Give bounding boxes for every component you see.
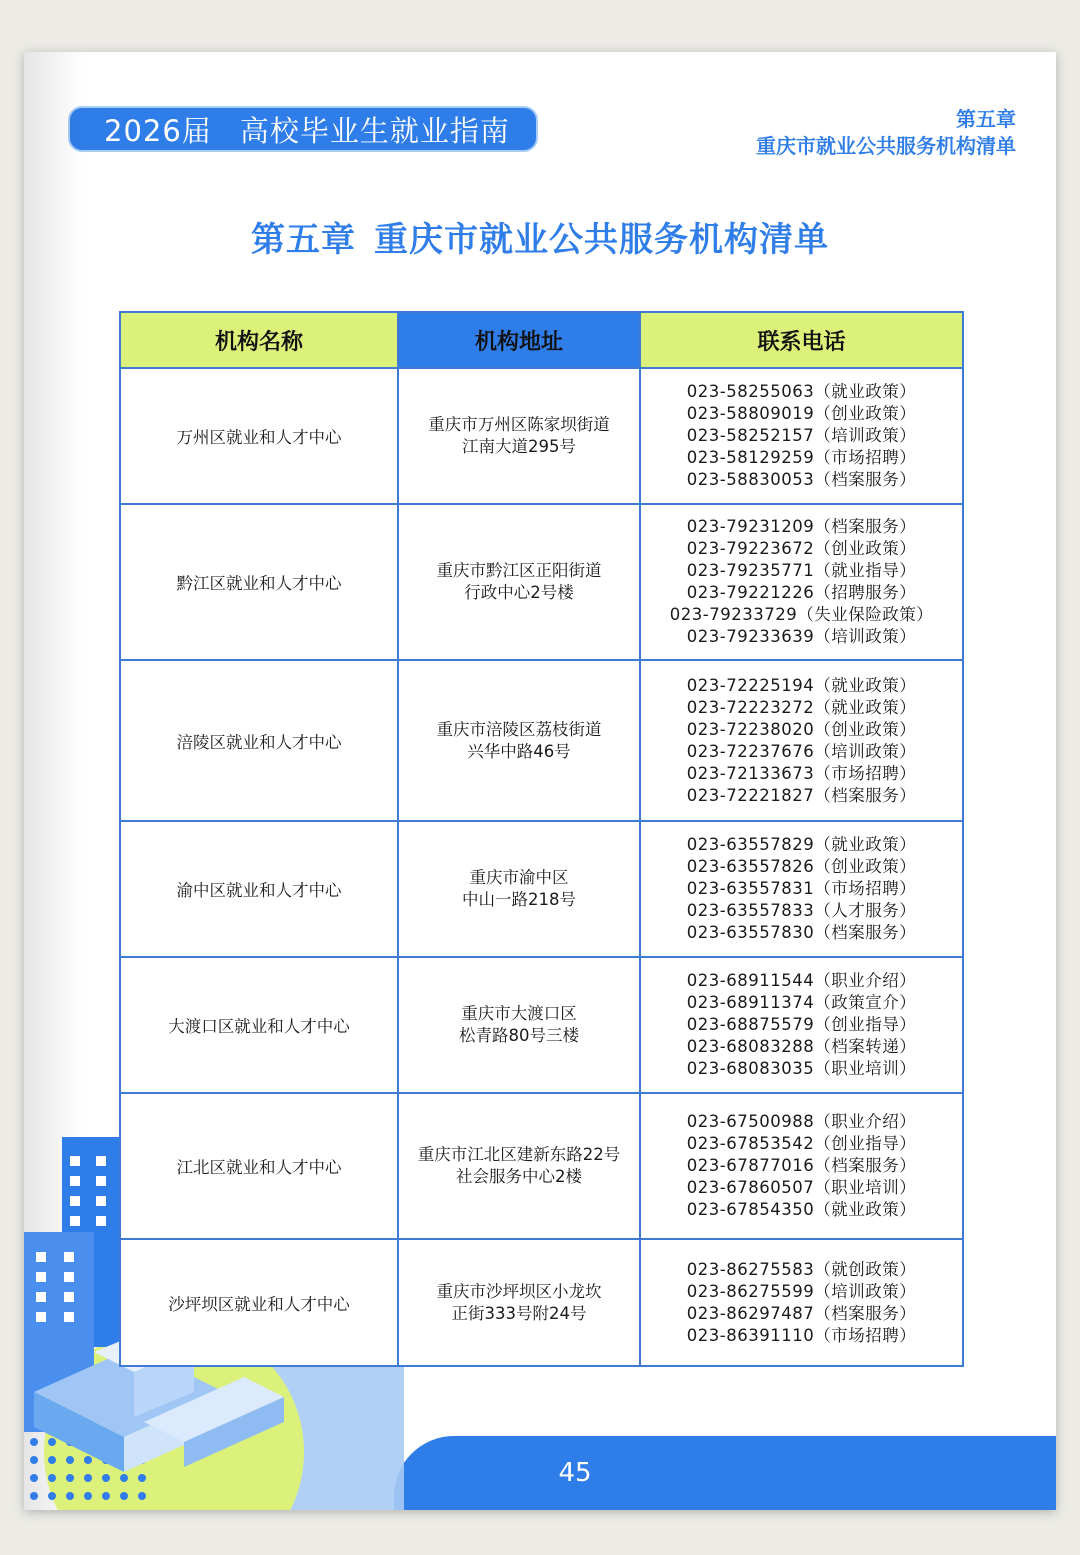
phone-entry: 023-58255063（就业政策） [686, 382, 917, 401]
phone-entry: 023-72238020（创业政策） [686, 719, 917, 739]
phone-entry: 023-86391110（市场招聘） [686, 1325, 917, 1345]
institution-address [398, 1239, 640, 1366]
phone-entry: 023-68083035（职业培训） [686, 1059, 917, 1078]
table-row [120, 660, 963, 821]
column-header-name: 机构名称 [120, 312, 398, 368]
phone-entry: 023-86275599（培训政策） [686, 1281, 917, 1301]
phone-entry: 023-79233639（培训政策） [686, 627, 917, 646]
phone-entry: 023-67860507（职业培训） [686, 1178, 917, 1197]
institution-name: 黔江区就业和人才中心 [120, 504, 398, 660]
institution-address [398, 1093, 640, 1239]
phone-entry: 023-63557829（就业政策） [686, 835, 917, 854]
phone-entry: 023-68911374（政策宣介） [686, 993, 917, 1012]
address-line: 中山一路218号 [462, 890, 576, 909]
address-line: 重庆市万州区陈家坝街道 [428, 415, 610, 434]
phone-entry: 023-58252157（培训政策） [686, 426, 917, 445]
institution-name: 万州区就业和人才中心 [120, 368, 398, 504]
phone-entry: 023-68875579（创业指导） [686, 1015, 917, 1034]
address-line: 松青路80号三楼 [459, 1026, 579, 1045]
phone-entry: 023-58129259（市场招聘） [686, 448, 917, 467]
table-row [120, 1239, 963, 1366]
page-title-chapter: 第五章 [251, 220, 356, 260]
phone-list [640, 821, 963, 957]
institution-name: 大渡口区就业和人才中心 [120, 957, 398, 1093]
table-row [120, 368, 963, 504]
table-row [120, 957, 963, 1093]
phone-entry: 023-68911544（职业介绍） [686, 971, 917, 990]
guide-header-pill [68, 106, 538, 152]
table-row [120, 821, 963, 957]
institution-name: 渝中区就业和人才中心 [120, 821, 398, 957]
table-row [120, 504, 963, 660]
phone-entry: 023-79231209（档案服务） [686, 517, 917, 536]
institution-address [398, 821, 640, 957]
institution-address [398, 660, 640, 821]
phone-entry: 023-79233729（失业保险政策） [669, 605, 934, 624]
phone-entry: 023-86297487（档案服务） [686, 1303, 917, 1323]
address-line: 重庆市涪陵区荔枝街道 [436, 719, 602, 739]
institution-name: 沙坪坝区就业和人才中心 [120, 1239, 398, 1366]
address-line: 重庆市沙坪坝区小龙坎 [436, 1281, 602, 1301]
phone-entry: 023-86275583（就创政策） [686, 1259, 917, 1279]
phone-entry: 023-63557826（创业政策） [686, 857, 917, 876]
phone-list [640, 1239, 963, 1366]
phone-entry: 023-67500988（职业介绍） [686, 1112, 917, 1131]
page-number: 45 [558, 1458, 592, 1488]
phone-entry: 023-68083288（档案转递） [686, 1037, 917, 1056]
phone-entry: 023-67854350（就业政策） [686, 1200, 917, 1219]
running-header-chapter: 第五章 [956, 107, 1016, 131]
running-header-subtitle: 重庆市就业公共服务机构清单 [756, 134, 1016, 158]
institution-address [398, 368, 640, 504]
phone-entry: 023-72133673（市场招聘） [686, 763, 917, 783]
column-header-phone: 联系电话 [640, 312, 963, 368]
phone-entry: 023-67853542（创业指导） [686, 1134, 917, 1153]
institution-address [398, 504, 640, 660]
address-line: 重庆市大渡口区 [461, 1004, 577, 1023]
address-line: 重庆市江北区建新东路22号 [417, 1145, 621, 1164]
address-line: 社会服务中心2楼 [456, 1167, 582, 1186]
phone-entry: 023-63557831（市场招聘） [686, 879, 917, 898]
phone-list [640, 1093, 963, 1239]
phone-entry: 023-58830053（档案服务） [686, 470, 917, 489]
phone-list [640, 504, 963, 660]
service-institution-table [119, 311, 964, 1367]
phone-entry: 023-58809019（创业政策） [686, 404, 917, 423]
phone-entry: 023-67877016（档案服务） [686, 1156, 917, 1175]
guide-title: 高校毕业生就业指南 [239, 113, 510, 148]
page-title-text: 重庆市就业公共服务机构清单 [374, 220, 829, 260]
address-line: 江南大道295号 [462, 437, 576, 456]
phone-list [640, 957, 963, 1093]
phone-entry: 023-63557830（档案服务） [686, 923, 917, 942]
guide-year: 2026届 [104, 113, 212, 148]
phone-entry: 023-79221226（招聘服务） [686, 583, 917, 602]
address-line: 兴华中路46号 [467, 741, 571, 761]
table-header-row [120, 312, 963, 368]
phone-entry: 023-72237676（培训政策） [686, 741, 917, 761]
address-line: 重庆市渝中区 [469, 868, 569, 887]
institution-address [398, 957, 640, 1093]
phone-entry: 023-79235771（就业指导） [686, 561, 917, 580]
column-header-address: 机构地址 [398, 312, 640, 368]
institution-name: 涪陵区就业和人才中心 [120, 660, 398, 821]
running-header [756, 106, 1016, 160]
address-line: 正街333号附24号 [451, 1303, 587, 1323]
phone-entry: 023-72225194（就业政策） [686, 675, 917, 695]
phone-entry: 023-79223672（创业政策） [686, 539, 917, 558]
institution-name: 江北区就业和人才中心 [120, 1093, 398, 1239]
address-line: 行政中心2号楼 [464, 583, 574, 602]
phone-list [640, 368, 963, 504]
phone-entry: 023-72223272（就业政策） [686, 697, 917, 717]
document-page [24, 52, 1056, 1510]
table-row [120, 1093, 963, 1239]
phone-list [640, 660, 963, 821]
address-line: 重庆市黔江区正阳街道 [436, 561, 602, 580]
page-title [24, 212, 1056, 261]
phone-entry: 023-72221827（档案服务） [686, 785, 917, 805]
phone-entry: 023-63557833（人才服务） [686, 901, 917, 920]
